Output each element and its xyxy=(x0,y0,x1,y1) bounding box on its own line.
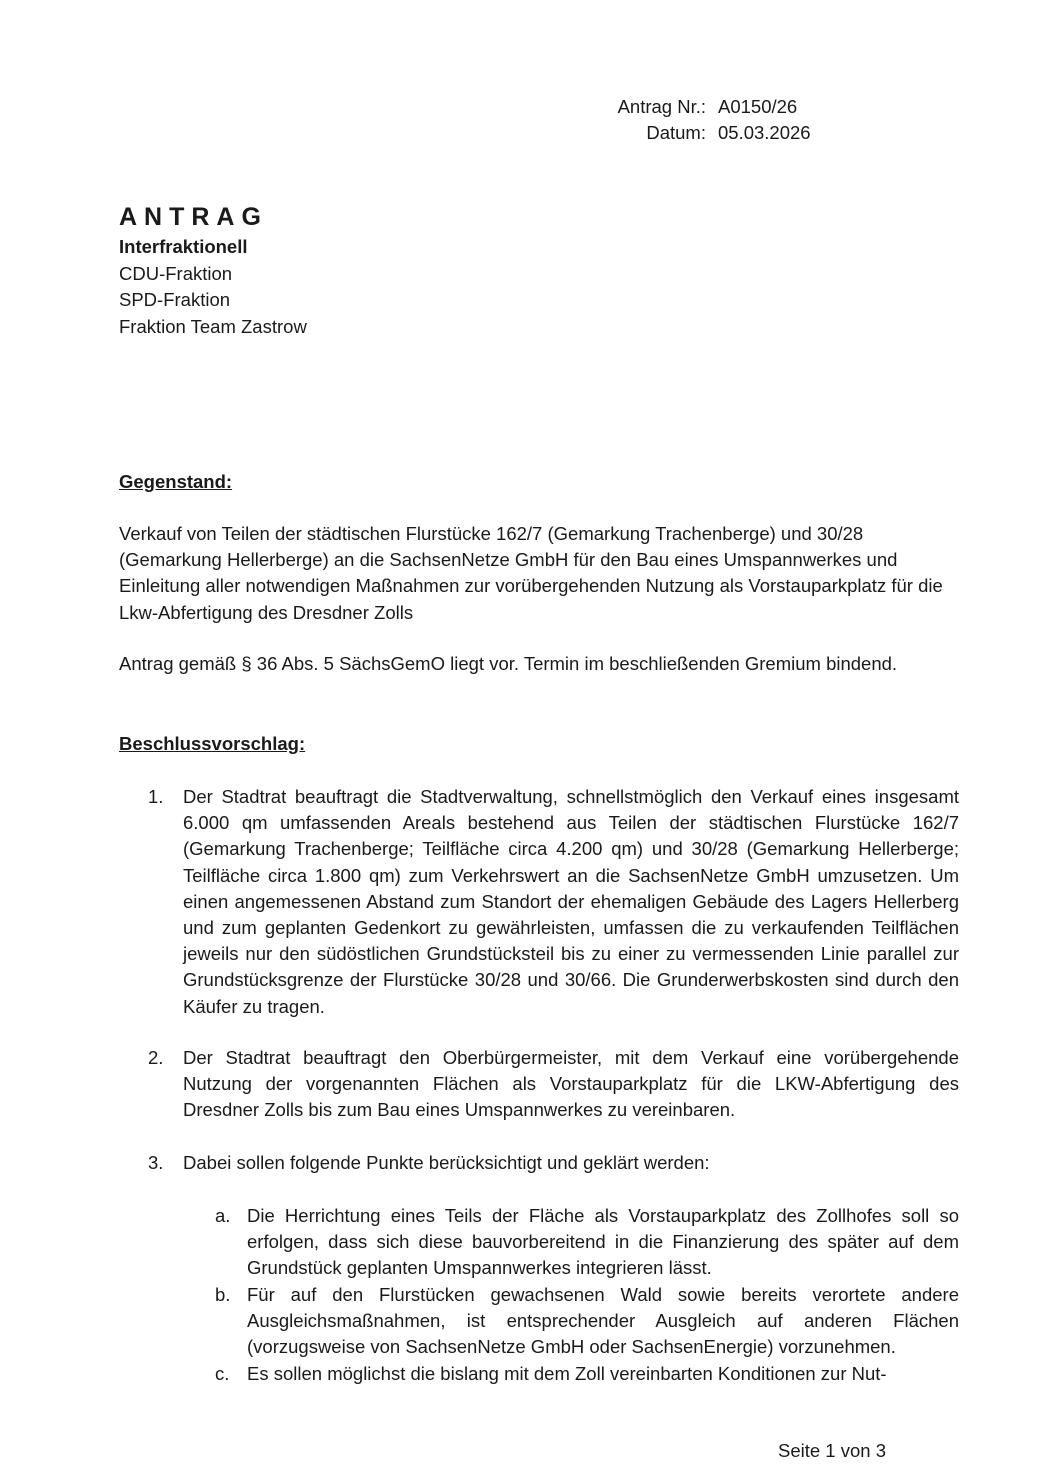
resolution-heading: Beschlussvorschlag: xyxy=(119,733,306,754)
sub-item-text: Die Herrichtung eines Teils der Fläche als Vorstauparkplatz des Zollhofes soll so erfolgen, dass sich diese bauvorbereitend in die Finanzierung des später auf dem Grundstück geplanten Umspannwerkes integrieren lässt. xyxy=(247,1205,959,1279)
page-number: Seite 1 von 3 xyxy=(778,1440,886,1461)
party-line: CDU-Fraktion xyxy=(119,262,233,284)
party-line: SPD-Fraktion xyxy=(119,289,231,310)
party-line: Interfraktionell xyxy=(119,236,248,257)
sub-item-text: Es sollen möglichst die bislang mit dem Zoll vereinbarten Konditionen zur Nut- xyxy=(247,1363,887,1384)
item-text: Der Stadtrat beauftragt den Oberbürgermeister, mit dem Verkauf eine vorübergehende Nutzung der vorgenannten Flächen als Vorstauparkplatz für die LKW-Abfertigung des Dresdner Zolls bis zum Bau eines Umspannwerkes zu vereinbaren. xyxy=(183,1047,959,1121)
antrag-number-label: Antrag Nr.: xyxy=(617,96,706,117)
antrag-number-row xyxy=(590,94,811,120)
item-text: Dabei sollen folgende Punkte berücksichtigt und geklärt werden: xyxy=(183,1152,710,1173)
item-text: Der Stadtrat beauftragt die Stadtverwaltung, schnellstmöglich den Verkauf eines insgesamt 6.000 qm umfassenden Areals bestehend aus Teilen der städtischen Flurstücke 162/7 (Gemarkung Trachenberge; Teilfläche circa 4.200 qm) und 30/28 (Gemarkung Hellerberge; Teilfläche circa 1.800 qm) zum Verkehrswert an die SachsenNetze GmbH umzusetzen. Um einen angemessenen Abstand zum Standort der ehemaligen Gebäude des Lagers Hellerberg und zum geplanten Gedenkort zu gewährleisten, umfassen die zu verkaufenden Teilflächen jeweils nur den südöstlichen Grundstücksteil bis zu einer zu vermessenden Linie parallel zur Grundstücksgrenze der Flurstücke 30/28 und 30/66. Die Grunderwerbskosten sind durch den Käufer zu tragen. xyxy=(183,786,959,1017)
item-number: 1. xyxy=(148,786,164,807)
document-meta xyxy=(590,94,811,146)
sub-item-letter: a. xyxy=(215,1205,231,1226)
sub-item-letter: b. xyxy=(215,1284,231,1305)
item-number: 3. xyxy=(148,1152,164,1173)
sub-item-letter: c. xyxy=(215,1363,230,1384)
item-number: 2. xyxy=(148,1047,164,1068)
date-value: 05.03.2026 xyxy=(718,122,811,143)
document-type-title: ANTRAG xyxy=(119,203,268,231)
subject-heading: Gegenstand: xyxy=(119,471,233,492)
subject-note: Antrag gemäß § 36 Abs. 5 SächsGemO liegt vor. Termin im beschließenden Gremium bindend. xyxy=(119,653,898,674)
subject-text: Verkauf von Teilen der städtischen Flurstücke 162/7 (Gemarkung Trachenberge) und 30/28 (Gemarkung Hellerberge) an die SachsenNetze GmbH für den Bau eines Umspannwerkes und Einleitung aller notwendigen Maßnahmen zur vorübergehenden Nutzung als Vorstauparkplatz für die Lkw-Abfertigung des Dresdner Zolls xyxy=(119,523,943,623)
date-label: Datum: xyxy=(646,122,706,143)
date-row xyxy=(590,120,811,146)
antrag-number-value: A0150/26 xyxy=(718,96,798,117)
party-line: Fraktion Team Zastrow xyxy=(119,315,307,337)
sub-item-text: Für auf den Flurstücken gewachsenen Wald sowie bereits verortete andere Ausgleichsmaßnahmen, ist entsprechender Ausgleich auf anderen Flächen (vorzugsweise von SachsenNetze GmbH oder SachsenEnergie) vorzunehmen. xyxy=(247,1284,959,1358)
document-header xyxy=(119,202,307,340)
